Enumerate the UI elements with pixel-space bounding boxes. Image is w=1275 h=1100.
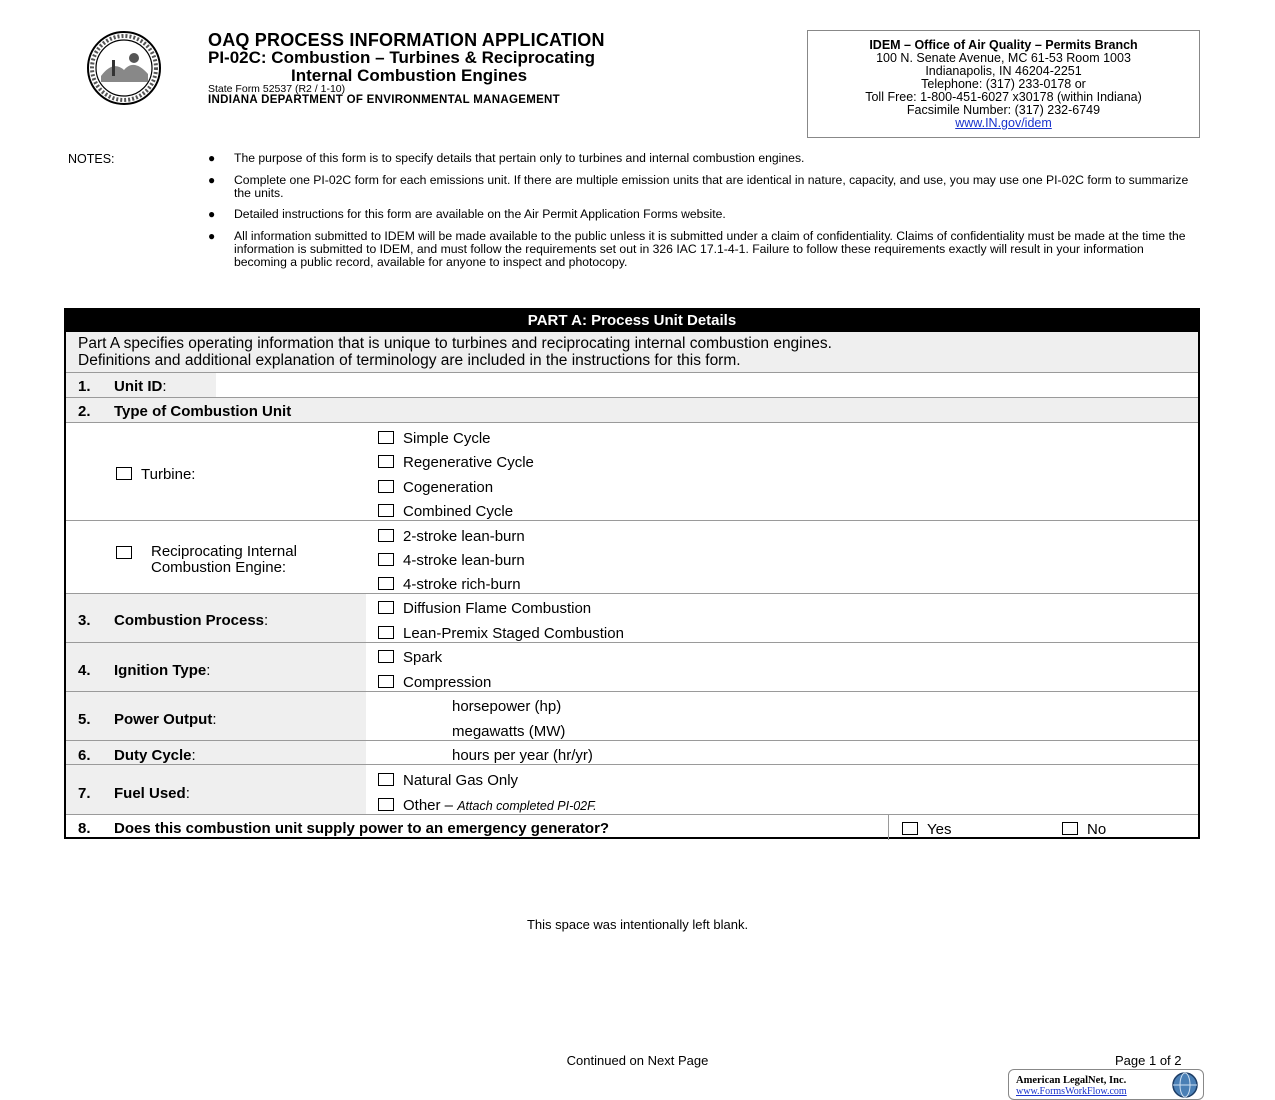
page-number: Page 1 of 2 [1115,1053,1182,1068]
combustion-type-label: Type of Combustion Unit [114,403,292,420]
vendor-logo[interactable] [1008,1069,1204,1100]
website-link[interactable]: www.IN.gov/idem [955,116,1052,130]
compression-checkbox[interactable] [378,675,394,688]
contact-office: IDEM – Office of Air Quality – Permits Branch [869,38,1138,52]
emergency-no-checkbox[interactable] [1062,822,1078,835]
unit-id-row: 1. Unit ID: [66,372,1198,397]
form-subtitle: PI-02C: Combustion – Turbines & Reciprocating [208,48,595,67]
note-item: ● All information submitted to IDEM will be made available to the public unless it is submitted under a claim of confidentiality. Claims of confidentiality must be made at the time the information is submitted to IDEM, and must follow the requirements set out in 326 IAC 17.1-4-1. Failure to follow these requirements exactly will result in your information becoming a public record, available for anyone to inspect and photocopy. [208,229,1186,269]
part-a-header: PART A: Process Unit Details [66,310,1198,332]
duty-cycle-unit: hours per year (hr/yr) [452,747,593,764]
combined-cycle-checkbox[interactable] [378,504,394,517]
horsepower-input[interactable] [366,692,450,716]
simple-cycle-checkbox[interactable] [378,431,394,444]
unit-id-label: Unit ID [114,378,163,395]
globe-icon [1170,1071,1200,1099]
combustion-type-row: 2. Type of Combustion Unit [66,397,1198,422]
notes-label: NOTES: [68,152,115,166]
turbine-checkbox[interactable] [116,467,132,480]
bullet-icon: ● [208,172,216,187]
power-output-row: 5. Power Output: horsepower (hp) megawatts (MW) [66,691,1198,740]
emergency-generator-label: Does this combustion unit supply power to an emergency generator? [114,820,610,837]
horsepower-unit: horsepower (hp) [452,698,562,715]
note-item: ● The purpose of this form is to specify details that pertain only to turbines and internal combustion engines. [208,151,805,165]
ignition-type-row: 4. Ignition Type: Spark Compression [66,642,1198,691]
form-title: OAQ PROCESS INFORMATION APPLICATION [208,30,605,50]
2-stroke-lean-burn-checkbox[interactable] [378,529,394,542]
part-a-intro: Part A specifies operating information that is unique to turbines and reciprocating internal combustion engines. Definitions and additional explanation of terminology are included in the instructions for this form. [66,332,1198,372]
duty-cycle-row: 6. Duty Cycle: hours per year (hr/yr) [66,740,1198,764]
recip-engine-section: Reciprocating Internal Combustion Engine: 2-stroke lean-burn 4-stroke lean-burn 4-stroke rich-burn [66,520,1198,593]
power-output-label: Power Output [114,711,213,728]
state-form-number: State Form 52537 (R2 / 1-10) [208,83,346,95]
natural-gas-checkbox[interactable] [378,773,394,786]
other-fuel-checkbox[interactable] [378,798,394,811]
vendor-url[interactable]: www.FormsWorkFlow.com [1016,1086,1127,1097]
vendor-name: American LegalNet, Inc. [1016,1075,1127,1086]
turbine-label: Turbine: [141,466,196,483]
note-item: ● Detailed instructions for this form are available on the Air Permit Application Forms website. [208,207,726,222]
duty-cycle-input[interactable] [366,741,450,764]
duty-cycle-label: Duty Cycle [114,747,192,764]
continued-note: Continued on Next Page [566,1053,709,1068]
lean-premix-checkbox[interactable] [378,626,394,639]
bullet-icon: ● [208,229,216,244]
emergency-yes-checkbox[interactable] [902,822,918,835]
form-subtitle-line2: Internal Combustion Engines [291,66,528,85]
unit-id-input[interactable] [216,373,1198,397]
bullet-icon: ● [208,151,216,165]
notes-list [206,152,1191,278]
emergency-generator-row: 8. Does this combustion unit supply power to an emergency generator? Yes No [66,814,1198,839]
regenerative-cycle-checkbox[interactable] [378,455,394,468]
diffusion-flame-checkbox[interactable] [378,601,394,614]
contact-fax: Facsimile Number: (317) 232-6749 [906,103,1101,117]
ignition-type-label: Ignition Type [114,662,207,679]
megawatts-unit: megawatts (MW) [452,723,566,740]
contact-telephone: Telephone: (317) 233-0178 or [921,77,1086,91]
state-seal-icon [68,30,180,106]
contact-address2: Indianapolis, IN 46204-2251 [925,64,1082,78]
4-stroke-lean-burn-checkbox[interactable] [378,553,394,566]
contact-address1: 100 N. Senate Avenue, MC 61-53 Room 1003 [876,51,1131,65]
4-stroke-rich-burn-checkbox[interactable] [378,577,394,590]
blank-space-note: This space was intentionally left blank. [526,917,749,932]
turbine-section: Turbine: Simple Cycle Regenerative Cycle Cogeneration Combined Cycle [66,422,1198,520]
spark-checkbox[interactable] [378,650,394,663]
department-name: INDIANA DEPARTMENT OF ENVIRONMENTAL MANAGEMENT [208,94,560,106]
contact-toll-free: Toll Free: 1-800-451-6027 x30178 (within Indiana) [865,90,1142,104]
part-a-form [64,308,1200,839]
note-item: ● Complete one PI-02C form for each emissions unit. If there are multiple emission units that are identical in nature, capacity, and use, you may use one PI-02C form to summarize the units. [208,172,1189,200]
contact-box [807,30,1200,138]
bullet-icon: ● [208,207,216,222]
fuel-used-row: 7. Fuel Used: Natural Gas Only Other – Attach completed PI-02F. [66,764,1198,814]
recip-engine-label: Reciprocating Internal [151,543,297,560]
recip-engine-checkbox[interactable] [116,546,132,559]
combustion-process-label: Combustion Process [114,612,265,629]
fuel-used-label: Fuel Used [114,785,186,802]
combustion-process-row: 3. Combustion Process: Diffusion Flame Combustion Lean-Premix Staged Combustion [66,593,1198,642]
megawatts-input[interactable] [366,716,450,740]
cogeneration-checkbox[interactable] [378,480,394,493]
